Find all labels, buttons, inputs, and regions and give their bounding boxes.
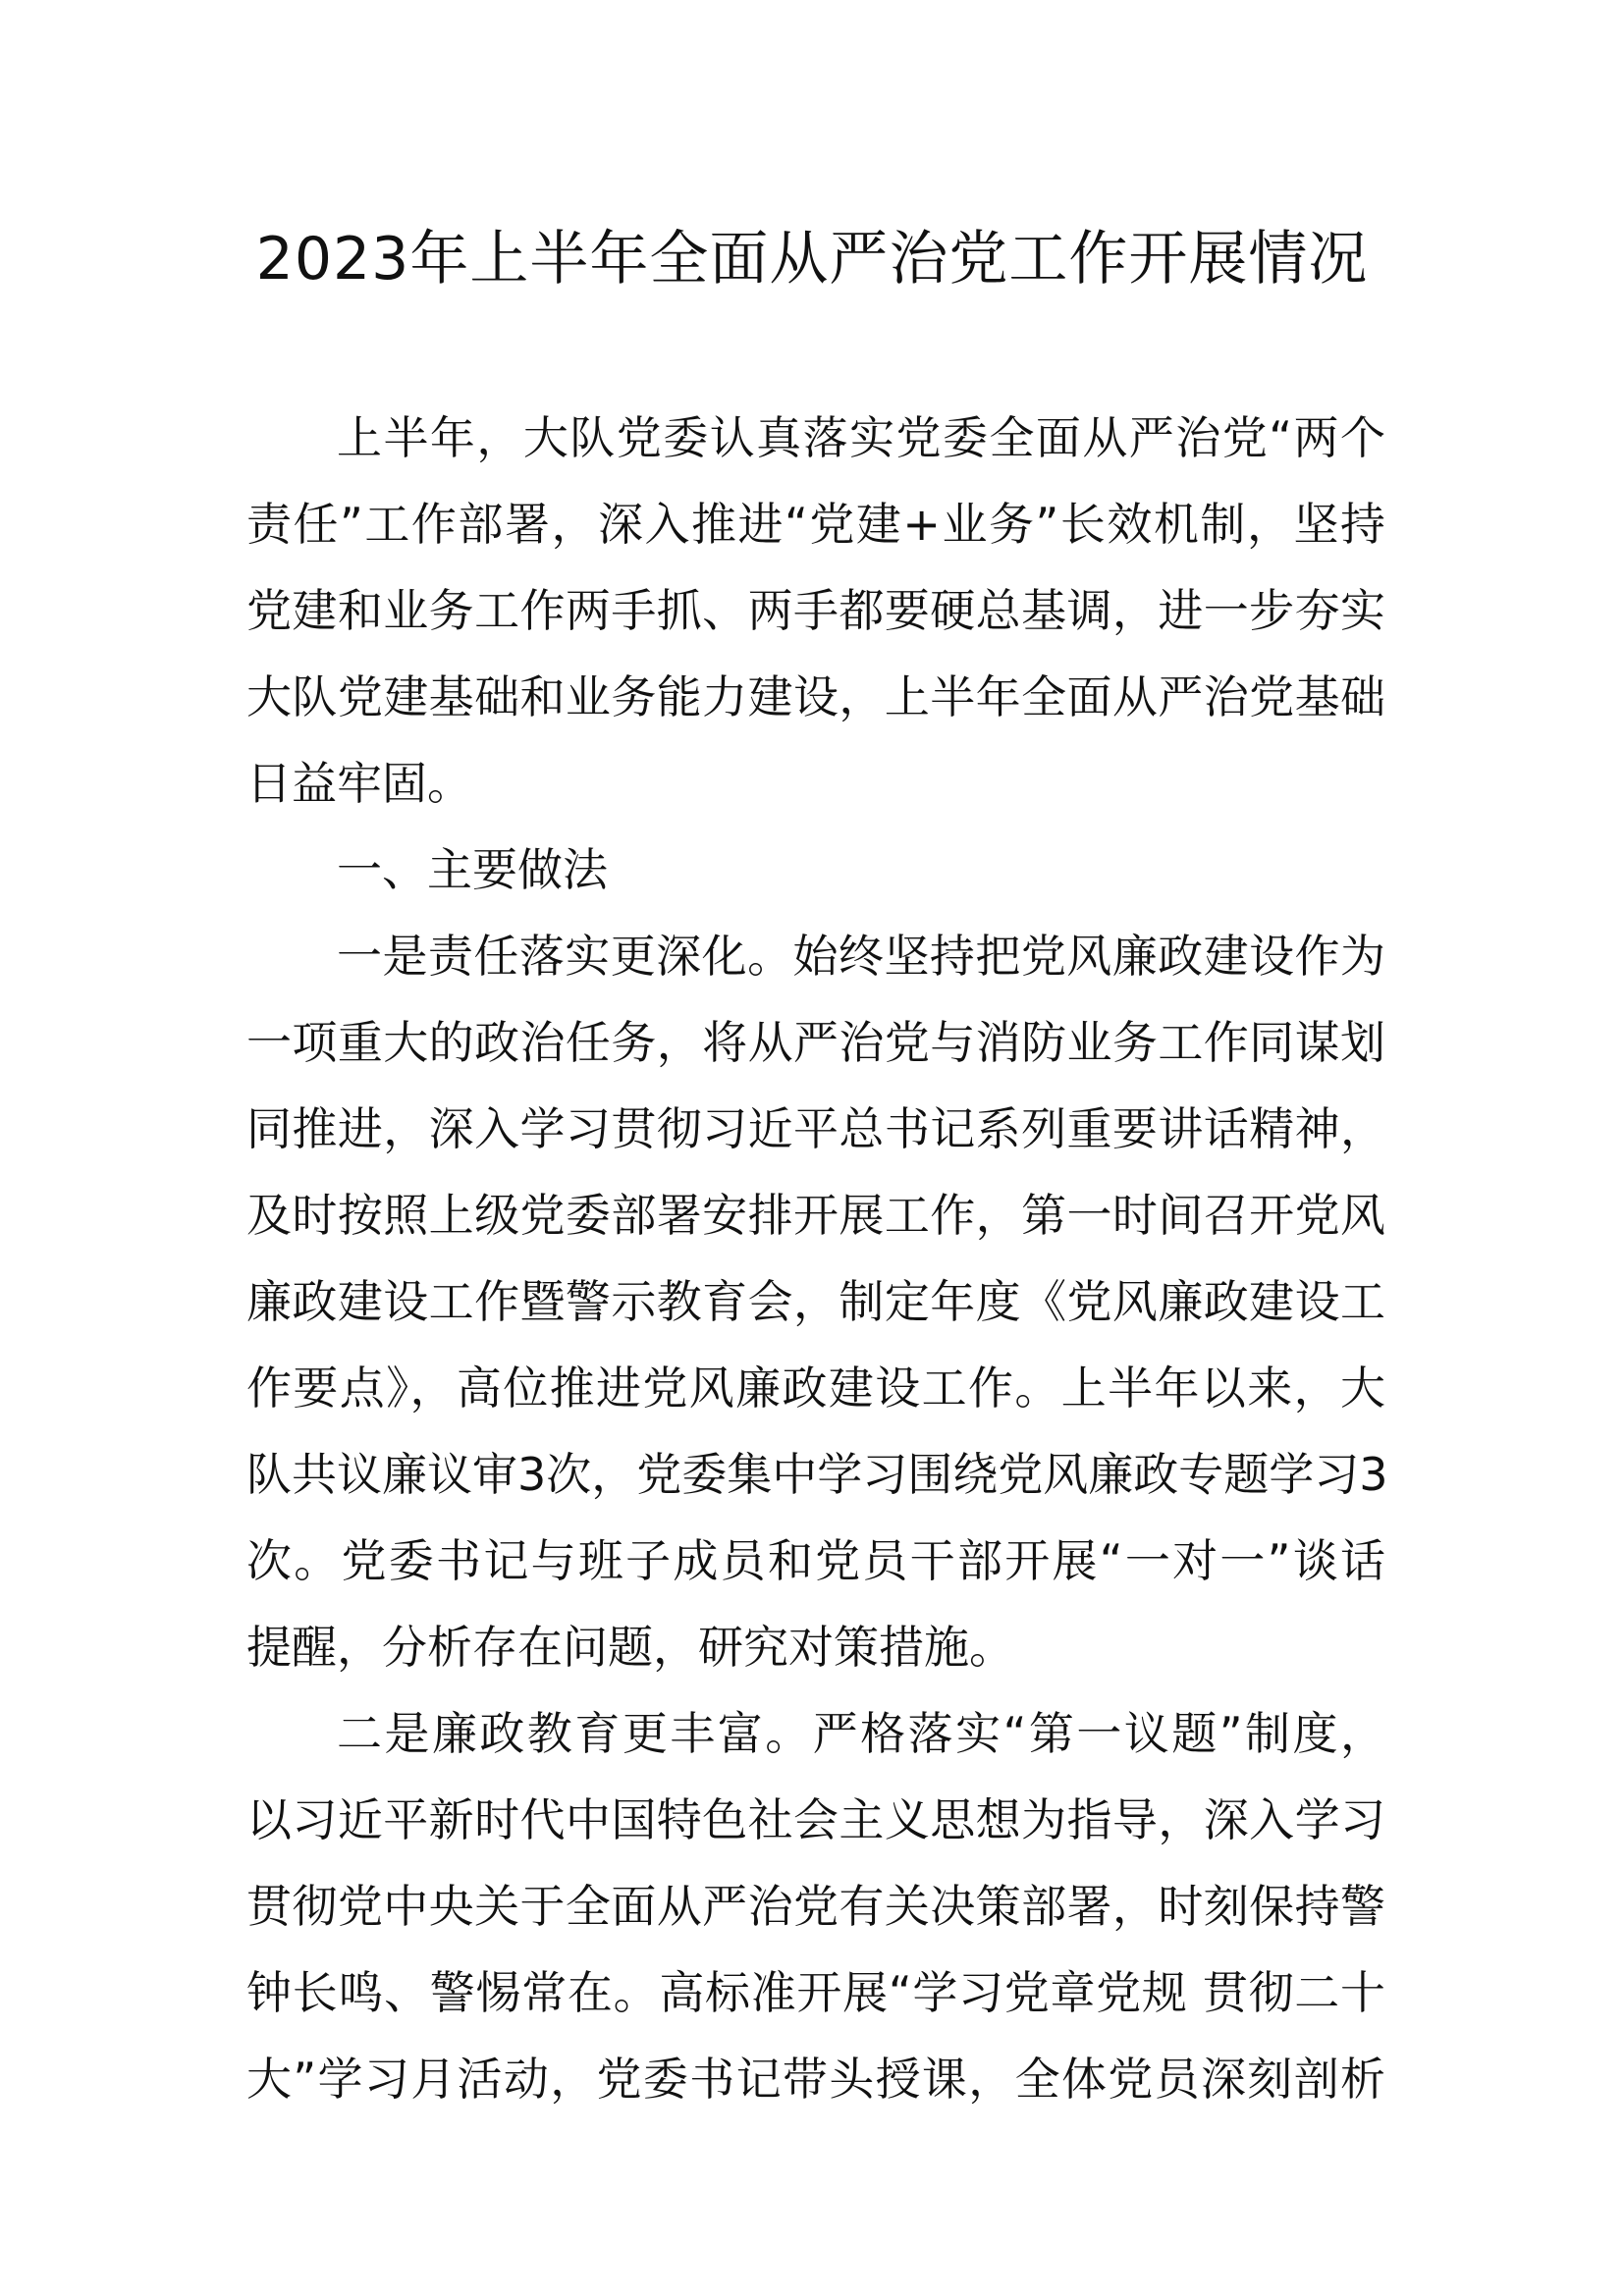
document-body [246,395,1388,2122]
paragraph-3-line-7: 队共议廉议审3次，党委集中学习围绕党风廉政专题学习3 [246,1448,1388,1501]
paragraph-3-line-4: 及时按照上级党委部署安排开展工作，第一时间召开党风 [246,1189,1385,1242]
paragraph-4-line-1: 二是廉政教育更丰富。严格落实“第一议题”制度， [337,1707,1385,1760]
paragraph-3-line-6: 作要点》，高位推进党风廉政建设工作。上半年以来，大 [246,1362,1385,1415]
paragraph-4-line-4: 钟长鸣、警惕常在。高标准开展“学习党章党规 贯彻二十 [246,1966,1385,2019]
paragraph-4-line-5: 大”学习月活动，党委书记带头授课，全体党员深刻剖析 [246,2053,1385,2106]
paragraph-3-line-8: 次。党委书记与班子成员和党员干部开展“一对一”谈话 [246,1534,1385,1587]
paragraph-3-line-9: 提醒，分析存在问题，研究对策措施。 [246,1621,1014,1674]
paragraph-4-line-3: 贯彻党中央关于全面从严治党有关决策部署，时刻保持警 [246,1880,1385,1933]
paragraph-1-line-4: 大队党建基础和业务能力建设，上半年全面从严治党基础 [246,670,1385,723]
paragraph-3-line-2: 一项重大的政治任务，将从严治党与消防业务工作同谋划 [246,1016,1385,1069]
paragraph-1-line-2: 责任”工作部署，深入推进“党建+业务”长效机制，坚持 [246,498,1385,551]
paragraph-4-line-2: 以习近平新时代中国特色社会主义思想为指导，深入学习 [246,1793,1385,1846]
paragraph-3-line-5: 廉政建设工作暨警示教育会，制定年度《党风廉政建设工 [246,1275,1385,1328]
document-title: 2023年上半年全面从严治党工作开展情况 [255,225,1369,294]
paragraph-1-line-3: 党建和业务工作两手抓、两手都要硬总基调，进一步夯实 [246,584,1385,637]
paragraph-1-line-1: 上半年，大队党委认真落实党委全面从严治党“两个 [337,411,1385,464]
section-heading-main-practices: 一、主要做法 [337,843,608,896]
paragraph-1-line-5: 日益牢固。 [246,757,472,810]
paragraph-3-line-3: 同推进，深入学习贯彻习近平总书记系列重要讲话精神， [246,1102,1385,1155]
paragraph-3-line-1: 一是责任落实更深化。始终坚持把党风廉政建设作为 [337,930,1385,983]
